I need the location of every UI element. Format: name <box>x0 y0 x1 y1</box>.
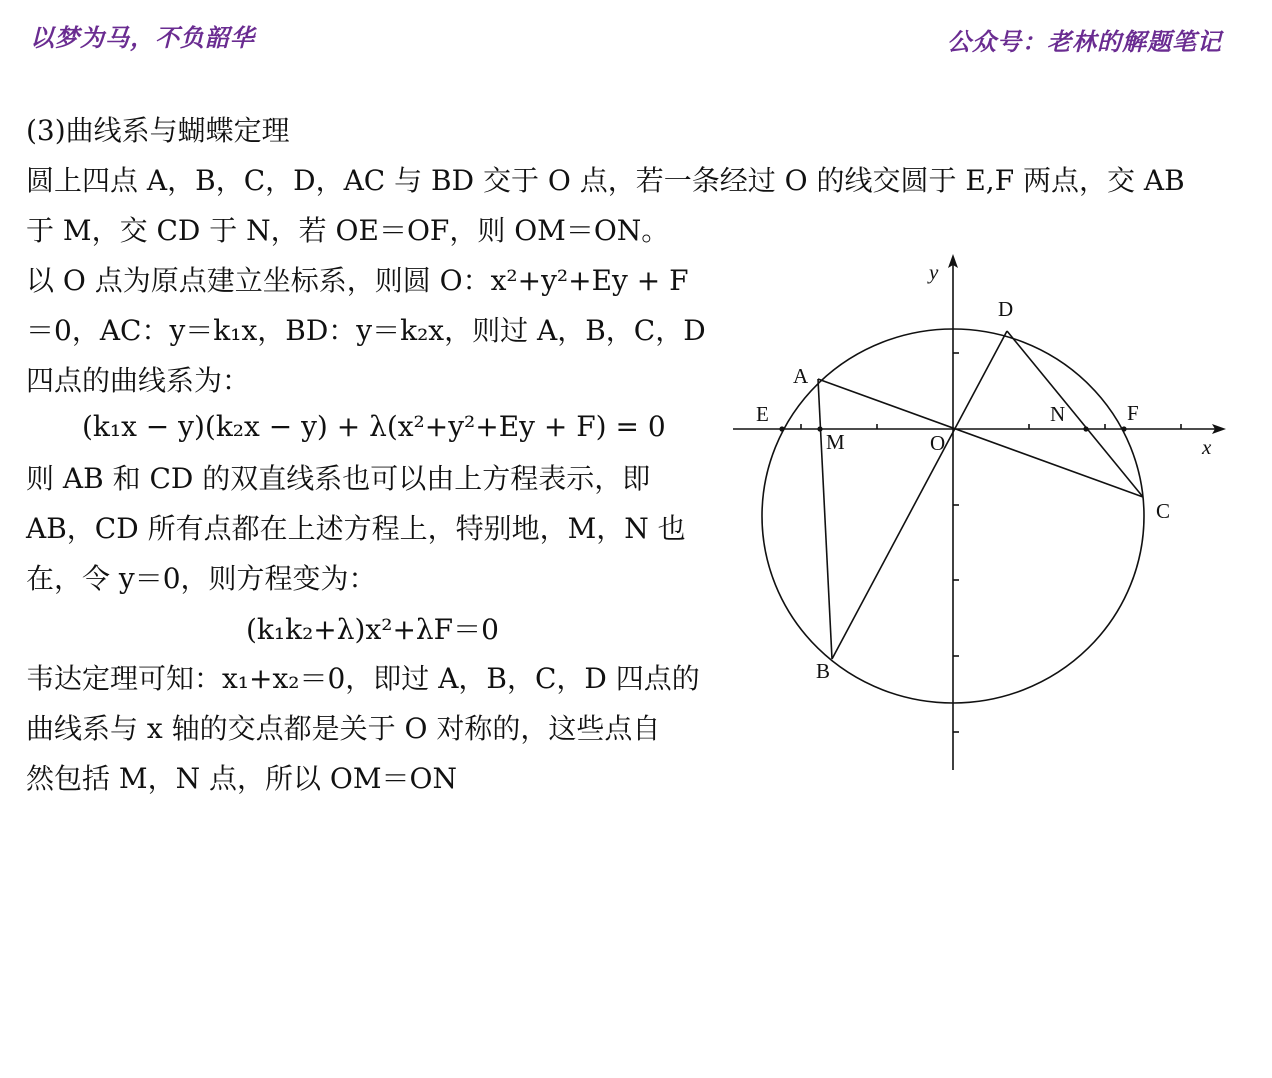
proof-line-4: 则 AB 和 CD 的双直线系也可以由上方程表示，即 <box>26 462 651 495</box>
label-F: F <box>1127 401 1139 425</box>
proof-line-6: 在，令 y＝0，则方程变为： <box>26 562 377 595</box>
label-y: y <box>929 260 939 284</box>
statement-line-1: 圆上四点 A，B，C，D，AC 与 BD 交于 O 点，若一条经过 O 的线交圆于 E,F 两点，交 AB <box>26 164 1185 197</box>
header-account: 公众号：老林的解题笔记 <box>947 27 1222 56</box>
label-D: D <box>998 297 1014 321</box>
proof-line-2: ＝0，AC：y＝k₁x，BD：y＝k₂x，则过 A，B，C，D <box>26 314 706 347</box>
label-C: C <box>1156 499 1171 523</box>
point-N <box>1083 426 1088 431</box>
curve-family-equation: (k₁x − y)(k₂x − y) + λ(x²+y²+Ey + F) = 0 <box>82 410 666 443</box>
label-x: x <box>1202 435 1212 459</box>
proof-line-5: AB，CD 所有点都在上述方程上，特别地，M，N 也 <box>26 512 686 545</box>
point-F <box>1121 426 1126 431</box>
label-O: O <box>930 431 946 455</box>
label-N: N <box>1050 402 1066 426</box>
statement-line-2: 于 M，交 CD 于 N，若 OE＝OF，则 OM＝ON。 <box>26 214 670 247</box>
proof-line-9: 然包括 M，N 点，所以 OM＝ON <box>26 762 457 795</box>
header-motto: 以梦为马，不负韶华 <box>30 23 255 52</box>
proof-line-8: 曲线系与 x 轴的交点都是关于 O 对称的，这些点自 <box>26 712 661 745</box>
quadratic-equation: (k₁k₂+λ)x²+λF＝0 <box>246 613 499 646</box>
chord-BD <box>832 331 1007 659</box>
proof-line-3: 四点的曲线系为： <box>26 364 251 397</box>
proof-line-7: 韦达定理可知：x₁+x₂＝0，即过 A，B，C，D 四点的 <box>26 662 700 695</box>
label-B: B <box>816 659 831 683</box>
label-A: A <box>793 364 809 388</box>
label-E: E <box>756 402 769 426</box>
point-E <box>779 426 784 431</box>
section-title: (3)曲线系与蝴蝶定理 <box>26 114 290 147</box>
chord-AB <box>818 379 832 659</box>
label-M: M <box>826 430 845 454</box>
proof-line-1: 以 O 点为原点建立坐标系，则圆 O：x²+y²+Ey + F <box>26 264 689 297</box>
point-M <box>817 426 822 431</box>
